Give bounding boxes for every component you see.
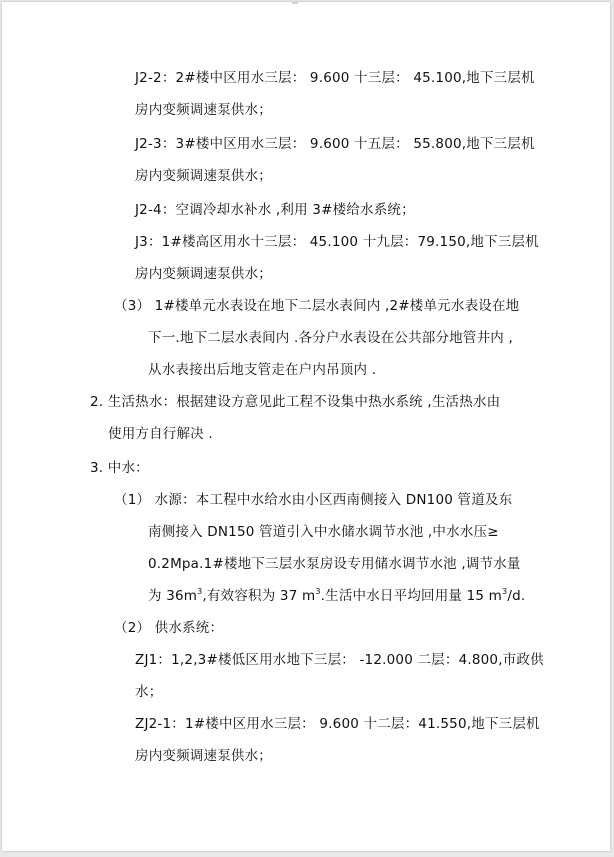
text-line: （2） 供水系统：	[114, 620, 224, 636]
text-line: J2-3：3#楼中区用水三层： 9.600 十五层： 55.800,地下三层机	[135, 136, 535, 152]
superscript: 3	[315, 587, 321, 596]
text-line: J2-4：空调冷却水补水 ,利用 3#楼给水系统；	[135, 202, 415, 218]
superscript: 3	[502, 587, 508, 596]
text-segment: 为 36m	[148, 588, 198, 604]
superscript: 3	[197, 587, 203, 596]
text-segment: ,有效容积为 37 m	[202, 588, 316, 604]
document-page	[2, 2, 610, 851]
text-line: 水；	[135, 684, 163, 700]
text-line: （3） 1#楼单元水表设在地下二层水表间内 ,2#楼单元水表设在地	[114, 298, 520, 314]
text-line: 下一.地下二层水表间内 .各分户水表设在公共部分地管井内 ,	[148, 330, 513, 346]
text-line: 南侧接入 DN150 管道引入中水储水调节水池 ,中水水压≥	[148, 524, 499, 540]
text-line: 使用方自行解决 .	[108, 426, 213, 442]
text-line: 3. 中水：	[90, 460, 149, 476]
text-line: 2. 生活热水：根据建设方意见此工程不设集中热水系统 ,生活热水由	[90, 394, 501, 410]
text-segment: .生活中水日平均回用量 15 m	[320, 588, 503, 604]
text-line: J3：1#楼高区用水十三层： 45.100 十九层：79.150,地下三层机	[135, 234, 539, 250]
text-line: 0.2Mpa.1#楼地下三层水泵房设专用储水调节水池 ,调节水量	[148, 556, 521, 572]
text-line: 房内变频调速泵供水；	[135, 168, 272, 184]
text-line: 从水表接出后地支管走在户内吊顶内 .	[148, 362, 377, 378]
text-segment: /d.	[507, 588, 526, 604]
text-line: 房内变频调速泵供水；	[135, 748, 272, 764]
text-line	[148, 588, 525, 604]
text-line: J2-2：2#楼中区用水三层： 9.600 十三层： 45.100,地下三层机	[135, 70, 535, 86]
text-line: ZJ2-1：1#楼中区用水三层： 9.600 十二层：41.550,地下三层机	[135, 716, 540, 732]
text-line: 房内变频调速泵供水；	[135, 266, 272, 282]
page-top-mark	[292, 2, 298, 4]
text-line: 房内变频调速泵供水；	[135, 102, 272, 118]
text-line: （1） 水源：本工程中水给水由小区西南侧接入 DN100 管道及东	[114, 492, 513, 508]
text-line: ZJ1：1,2,3#楼低区用水地下三层： -12.000 二层：4.800,市政供	[135, 652, 544, 668]
